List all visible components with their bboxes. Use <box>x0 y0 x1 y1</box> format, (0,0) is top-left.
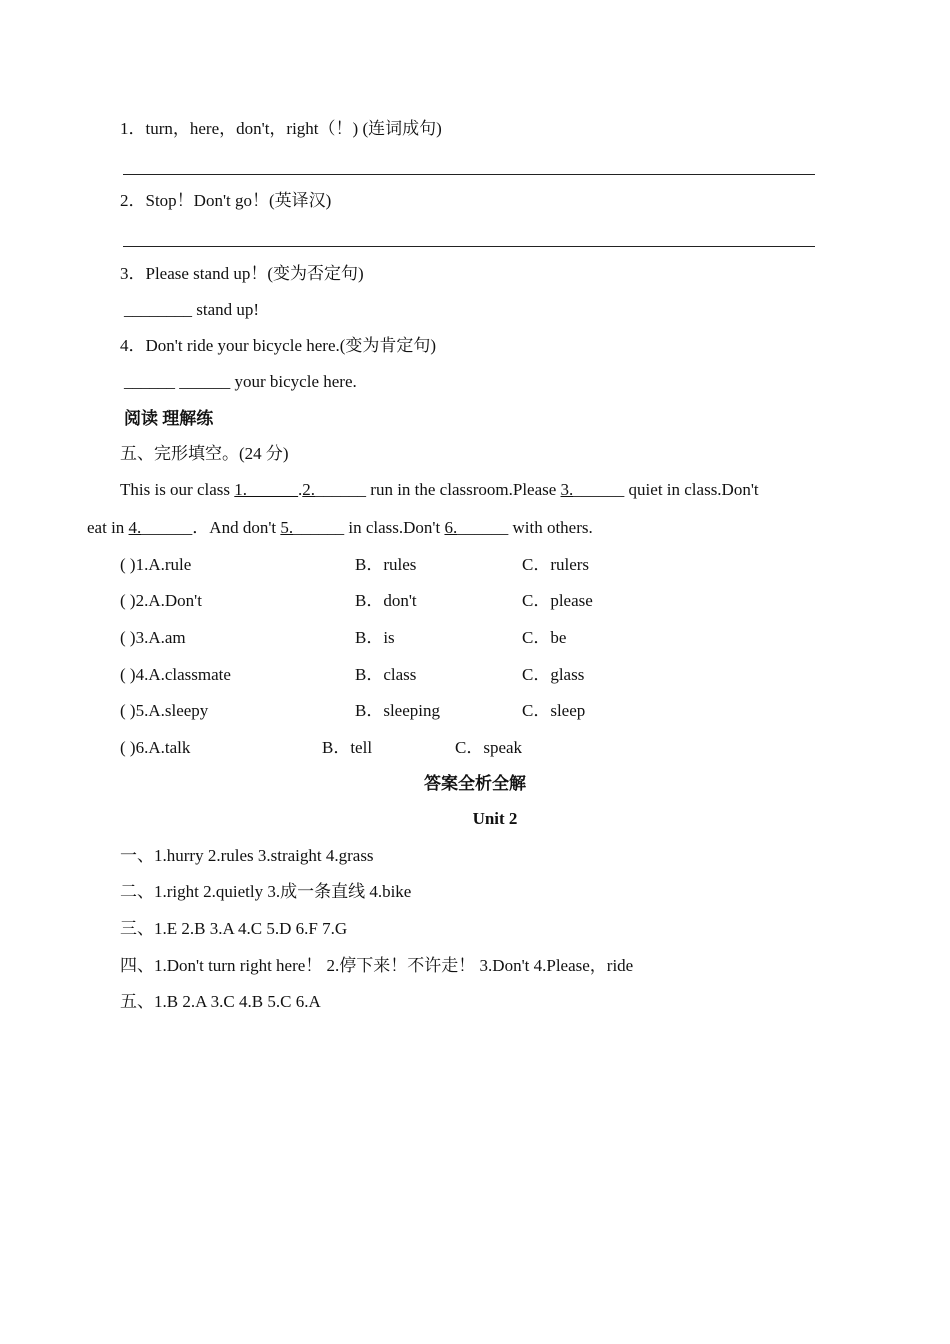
question-1: 1．turn，here，don't，right（！) (连词成句) <box>120 119 442 138</box>
passage-text: ______ quiet in class.Don't <box>573 480 759 499</box>
answers-unit: Unit 2 <box>472 809 518 828</box>
choice-1-a: ( )1.A.rule <box>120 555 192 574</box>
blank-6-number: 6. <box>444 518 458 537</box>
choice-6-a: ( )6.A.talk <box>120 738 191 757</box>
answer-line-1 <box>123 174 815 175</box>
choice-4-b: B．class <box>355 665 417 684</box>
passage-text: eat in <box>87 518 129 537</box>
choice-3-a: ( )3.A.am <box>120 628 186 647</box>
choice-3-b: B．is <box>355 628 395 647</box>
passage-line-1 <box>120 479 759 501</box>
answer-line: 一、1.hurry 2.rules 3.straight 4.grass <box>120 846 374 865</box>
choice-1-c: C．rulers <box>522 555 590 574</box>
choice-5-b: B．sleeping <box>355 701 440 720</box>
section-5-title: 五、完形填空。(24 分) <box>120 444 289 463</box>
choice-4-a: ( )4.A.classmate <box>120 665 231 684</box>
choice-3-c: C．be <box>522 628 567 647</box>
question-3-answer: ________ stand up! <box>124 300 260 319</box>
choice-6-b: B．tell <box>322 738 373 757</box>
choice-2-b: B．don't <box>355 591 417 610</box>
choice-5-a: ( )5.A.sleepy <box>120 701 209 720</box>
blank-5-number: 5. <box>280 518 294 537</box>
choice-6-c: C．speak <box>455 738 523 757</box>
passage-line-2 <box>87 517 593 539</box>
choice-2-a: ( )2.A.Don't <box>120 591 202 610</box>
blank-4-number: 4. <box>128 518 142 537</box>
answer-line-2 <box>123 246 815 247</box>
passage-text: ______ in class.Don't <box>293 518 445 537</box>
passage-text: This is our class <box>120 480 235 499</box>
question-3: 3．Please stand up！(变为否定句) <box>120 264 364 283</box>
answer-line: 五、1.B 2.A 3.C 4.B 5.C 6.A <box>120 992 321 1011</box>
question-4-answer: ______ ______ your bicycle here. <box>124 372 357 391</box>
choice-2-c: C．please <box>522 591 593 610</box>
answer-line: 四、1.Don't turn right here！ 2.停下来！不许走！ 3.Don't 4.Please，ride <box>120 956 634 975</box>
answer-line: 二、1.right 2.quietly 3.成一条直线 4.bike <box>120 882 412 901</box>
passage-text: ______ with others. <box>457 518 593 537</box>
choice-1-b: B．rules <box>355 555 417 574</box>
answers-title: 答案全析全解 <box>424 774 526 793</box>
answer-line: 三、1.E 2.B 3.A 4.C 5.D 6.F 7.G <box>120 919 348 938</box>
passage-text: ______ run in the classroom.Please <box>315 480 561 499</box>
choice-5-c: C．sleep <box>522 701 586 720</box>
question-2: 2．Stop！Don't go！(英译汉) <box>120 191 332 210</box>
blank-2-number: 2. <box>302 480 316 499</box>
choice-4-c: C．glass <box>522 665 585 684</box>
passage-text: . <box>298 480 303 499</box>
reading-heading: 阅读 理解练 <box>124 409 214 428</box>
blank-1: 1.______ <box>234 480 299 499</box>
passage-text: ______．And don't <box>141 518 281 537</box>
blank-3-number: 3. <box>560 480 574 499</box>
question-4: 4．Don't ride your bicycle here.(变为肯定句) <box>120 336 437 355</box>
